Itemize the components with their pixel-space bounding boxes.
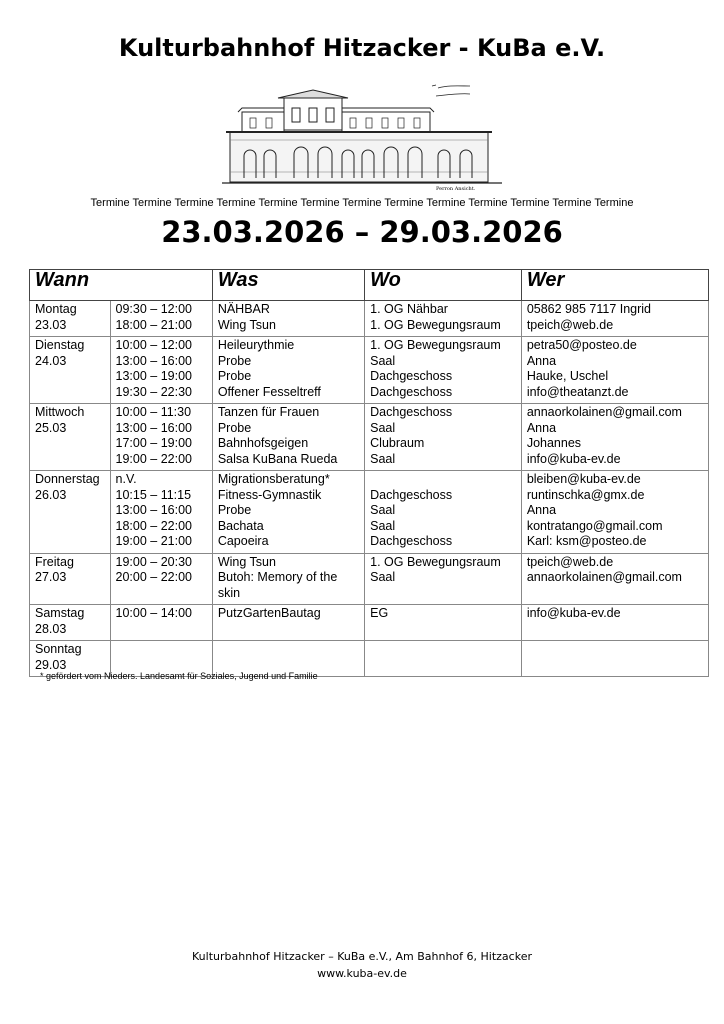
- event-entry: NÄHBAR: [217, 302, 270, 316]
- termine-banner: Termine Termine Termine Termine Termine Termine Termine Termine Termine Termine Termine Termine Termine: [90, 197, 634, 209]
- day-name: Dienstag: [35, 338, 85, 352]
- time-entry: 10:15 – 11:15: [115, 487, 192, 502]
- event-entry: Bachata: [217, 518, 264, 533]
- day-date: 24.03: [35, 353, 67, 368]
- location-entry: Clubraum: [370, 436, 425, 450]
- date-range: 23.03.2026 – 29.03.2026: [161, 215, 563, 249]
- time-entry: 09:30 – 12:00: [115, 302, 192, 316]
- location-entry: Dachgeschoss: [370, 487, 453, 502]
- day-date: 29.03: [35, 657, 67, 672]
- time-entry: 10:00 – 11:30: [115, 405, 192, 419]
- contact-entry: Johannes: [526, 436, 582, 450]
- table-header-row: [30, 270, 709, 301]
- time-entry: 13:00 – 19:00: [115, 369, 192, 383]
- wo-cell: [365, 471, 522, 554]
- wo-cell: [365, 605, 522, 641]
- contact-entry: kontratango@gmail.com: [526, 518, 663, 533]
- wer-cell: [521, 337, 708, 404]
- time-cell: [110, 553, 212, 605]
- was-cell: [212, 337, 364, 404]
- location-entry: Dachgeschoss: [370, 405, 453, 419]
- time-cell: [110, 605, 212, 641]
- event-entry: PutzGartenBautag: [217, 606, 321, 620]
- event-entry: Salsa KuBana Rueda: [217, 451, 338, 466]
- day-name: Samstag: [35, 606, 85, 620]
- time-entry: 13:00 – 16:00: [115, 503, 192, 517]
- time-entry: 19:00 – 22:00: [115, 451, 192, 466]
- location-entry: [370, 472, 516, 488]
- contact-entry: bleiben@kuba-ev.de: [526, 472, 641, 486]
- contact-entry: runtinschka@gmx.de: [526, 487, 645, 502]
- was-cell: [212, 404, 364, 471]
- contact-entry: 05862 985 7117 Ingrid: [526, 302, 652, 316]
- time-entry: 10:00 – 12:00: [115, 338, 192, 352]
- event-entry: Probe: [217, 353, 252, 368]
- location-entry: Saal: [370, 518, 396, 533]
- was-cell: [212, 301, 364, 337]
- wo-cell: [365, 641, 522, 677]
- day-date: 26.03: [35, 487, 67, 502]
- location-entry: 1. OG Nähbar: [370, 302, 448, 316]
- contact-entry: info@kuba-ev.de: [526, 451, 621, 466]
- contact-entry: Anna: [526, 420, 557, 435]
- location-entry: Saal: [370, 420, 396, 435]
- was-cell: [212, 471, 364, 554]
- table-row: [30, 605, 709, 641]
- wer-cell: [521, 553, 708, 605]
- time-entry: 19:00 – 20:30: [115, 554, 192, 569]
- time-entry: 19:00 – 21:00: [115, 534, 192, 548]
- time-entry: 20:00 – 22:00: [115, 570, 192, 584]
- event-entry: Probe: [217, 503, 252, 517]
- event-entry: Probe: [217, 420, 252, 435]
- footer-address: Kulturbahnhof Hitzacker – KuBa e.V., Am Bahnhof 6, Hitzacker: [192, 950, 532, 963]
- event-entry: Offener Fesseltreff: [217, 384, 321, 399]
- time-entry: 17:00 – 19:00: [115, 436, 192, 450]
- day-name: Sonntag: [35, 642, 82, 656]
- time-entry: 13:00 – 16:00: [115, 420, 192, 435]
- day-name: Freitag: [35, 554, 74, 569]
- contact-entry: Karl: ksm@posteo.de: [526, 534, 647, 548]
- contact-entry: info@theatanzt.de: [526, 384, 629, 399]
- contact-entry: info@kuba-ev.de: [526, 606, 621, 620]
- day-cell: [30, 301, 111, 337]
- table-row: [30, 553, 709, 605]
- table-row: [30, 337, 709, 404]
- contact-entry: annaorkolainen@gmail.com: [526, 570, 682, 584]
- time-cell: [110, 337, 212, 404]
- page-footer: [0, 948, 724, 982]
- wo-cell: [365, 337, 522, 404]
- location-entry: Saal: [370, 570, 396, 584]
- footnote: * gefördert vom Nieders. Landesamt für Soziales, Jugend und Familie: [40, 671, 318, 681]
- column-header-wer: Wer: [521, 270, 708, 301]
- footer-website: www.kuba-ev.de: [317, 967, 407, 980]
- wo-cell: [365, 404, 522, 471]
- location-entry: Saal: [370, 451, 396, 466]
- day-cell: [30, 553, 111, 605]
- wer-cell: [521, 605, 708, 641]
- table-row: [30, 404, 709, 471]
- contact-entry: Anna: [526, 353, 557, 368]
- contact-entry: tpeich@web.de: [526, 317, 614, 332]
- location-entry: Dachgeschoss: [370, 534, 453, 548]
- event-entry: Butoh: Memory of the skin: [217, 570, 338, 600]
- schedule-table: [29, 269, 709, 677]
- day-date: 28.03: [35, 621, 67, 636]
- wer-cell: [521, 301, 708, 337]
- contact-entry: petra50@posteo.de: [526, 338, 637, 352]
- page-title: Kulturbahnhof Hitzacker - KuBa e.V.: [118, 34, 606, 62]
- time-cell: [110, 404, 212, 471]
- location-entry: 1. OG Bewegungsraum: [370, 317, 501, 332]
- column-header-wo: Wo: [365, 270, 522, 301]
- wer-cell: [521, 471, 708, 554]
- location-entry: 1. OG Bewegungsraum: [370, 338, 501, 352]
- day-name: Montag: [35, 302, 77, 316]
- event-entry: Capoeira: [217, 534, 269, 548]
- contact-entry: Anna: [526, 503, 557, 517]
- was-cell: [212, 605, 364, 641]
- event-entry: Migrationsberatung*: [217, 472, 330, 486]
- day-date: 27.03: [35, 570, 67, 584]
- wo-cell: [365, 301, 522, 337]
- location-entry: Saal: [370, 503, 396, 517]
- day-name: Mittwoch: [35, 405, 85, 419]
- time-entry: 10:00 – 14:00: [115, 606, 192, 620]
- drawing-caption: Perron Ansicht.: [436, 186, 476, 190]
- time-entry: n.V.: [115, 472, 137, 486]
- contact-entry: tpeich@web.de: [526, 554, 614, 569]
- column-header-wann: Wann: [30, 270, 213, 301]
- table-row: [30, 471, 709, 554]
- day-name: Donnerstag: [35, 472, 100, 486]
- event-entry: Tanzen für Frauen: [217, 405, 320, 419]
- day-cell: [30, 605, 111, 641]
- wo-cell: [365, 553, 522, 605]
- event-entry: Bahnhofsgeigen: [217, 436, 309, 450]
- location-entry: 1. OG Bewegungsraum: [370, 554, 501, 569]
- wer-cell: [521, 404, 708, 471]
- wer-cell: [521, 641, 708, 677]
- column-header-was: Was: [212, 270, 364, 301]
- day-cell: [30, 337, 111, 404]
- event-entry: Wing Tsun: [217, 554, 276, 569]
- day-cell: [30, 471, 111, 554]
- day-date: 25.03: [35, 420, 67, 435]
- location-entry: Saal: [370, 353, 396, 368]
- event-entry: Probe: [217, 369, 252, 383]
- contact-entry: Hauke, Uschel: [526, 369, 609, 383]
- location-entry: Dachgeschoss: [370, 384, 453, 399]
- event-entry: Heileurythmie: [217, 338, 295, 352]
- time-entry: 18:00 – 22:00: [115, 518, 192, 533]
- day-cell: [30, 404, 111, 471]
- was-cell: [212, 553, 364, 605]
- time-cell: [110, 301, 212, 337]
- time-entry: 13:00 – 16:00: [115, 353, 192, 368]
- station-drawing: [222, 80, 502, 190]
- time-entry: 19:30 – 22:30: [115, 384, 192, 399]
- table-row: [30, 301, 709, 337]
- event-entry: Wing Tsun: [217, 317, 276, 332]
- day-date: 23.03: [35, 317, 67, 332]
- location-entry: Dachgeschoss: [370, 369, 453, 383]
- contact-entry: annaorkolainen@gmail.com: [526, 405, 682, 419]
- location-entry: EG: [370, 606, 389, 620]
- time-cell: [110, 471, 212, 554]
- time-entry: 18:00 – 21:00: [115, 317, 192, 332]
- event-entry: Fitness-Gymnastik: [217, 487, 322, 502]
